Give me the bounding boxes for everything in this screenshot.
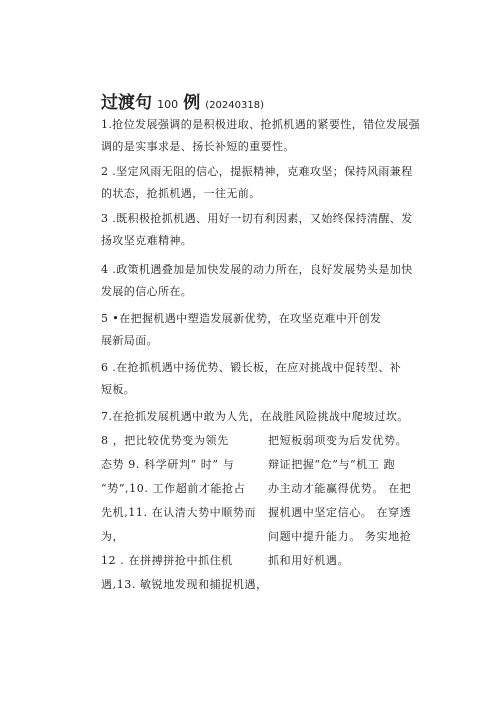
page-title — [101, 88, 264, 113]
paragraph-line: 4 .政策机遇叠加是加快发展的动力所在，良好发展势头是加快 — [101, 263, 413, 276]
right-column — [268, 429, 411, 573]
column-line: 8 ，把比较优势变为领先 — [101, 434, 229, 447]
paragraph-line: 3 .既积极抢抓机遇、用好一切有利因素，又始终保持清醒、发 — [101, 212, 413, 225]
title-count: 100 — [157, 98, 179, 111]
paragraph-line: 扬攻坚克难精神。 — [101, 234, 193, 247]
title-suffix: 例 — [183, 93, 201, 113]
column-line: 遇,13. 敏锐地发现和捕捉机遇， — [101, 578, 268, 591]
column-line: 抓和用好机遇。 — [268, 554, 350, 567]
paragraph-line: 发展的信心所在。 — [101, 285, 193, 298]
paragraph-1 — [101, 114, 423, 158]
paragraph-4 — [101, 259, 423, 303]
column-line: “势”,10. 工作超前才能抢占 — [101, 482, 246, 495]
column-line: 为， — [101, 530, 125, 543]
column-line: 办主动才能赢得优势。 在把 — [268, 482, 412, 495]
title-text: 过渡句 — [101, 93, 152, 113]
column-line: 态势 9. 科学研判“ 时” 与 — [101, 458, 235, 471]
paragraph-5 — [101, 308, 423, 352]
paragraph-line: 5 •在把握机遇中塑造发展新优势，在攻坚克难中开创发 — [101, 312, 382, 325]
paragraph-2 — [101, 161, 423, 205]
paragraph-line: 1.抢位发展强调的是积极进取、抢抓机遇的紧要性，错位发展强 — [101, 118, 421, 131]
paragraph-line: 2 .坚定风雨无阻的信心，提振精神，克难攻坚；保持风雨兼程 — [101, 165, 413, 178]
title-date: (20240318) — [205, 100, 264, 111]
column-line: 把短板弱项变为后发优势。 — [268, 434, 408, 447]
paragraph-line: 展新局面。 — [101, 334, 158, 347]
column-line: 问题中提升能力。 务实地抢 — [268, 530, 412, 543]
paragraph-line: 调的是实事求是、扬长补短的重要性。 — [101, 140, 295, 153]
paragraph-6 — [101, 357, 423, 401]
paragraph-line: 短板。 — [101, 383, 136, 396]
paragraph-line: 的状态，抢抓机遇，一往无前。 — [101, 187, 261, 200]
paragraph-7 — [101, 406, 423, 428]
column-line: 握机遇中坚定信心。 在穿透 — [268, 506, 412, 519]
paragraph-line: 6 .在抢抓机遇中扬优势、锻长板，在应对挑战中促转型、补 — [101, 361, 402, 374]
left-column — [101, 429, 268, 597]
column-line: 辩证把握“危”与“机工 跑 — [268, 458, 396, 471]
paragraph-line: 7.在抢抓发展机遇中敢为人先，在战胜风险挑战中爬坡过坎。 — [101, 410, 409, 423]
column-line: 先机,11. 在认清大势中顺势而 — [101, 506, 257, 519]
paragraph-3 — [101, 208, 423, 252]
column-line: 12 . 在拼搏拼抢中抓住机 — [101, 554, 233, 567]
